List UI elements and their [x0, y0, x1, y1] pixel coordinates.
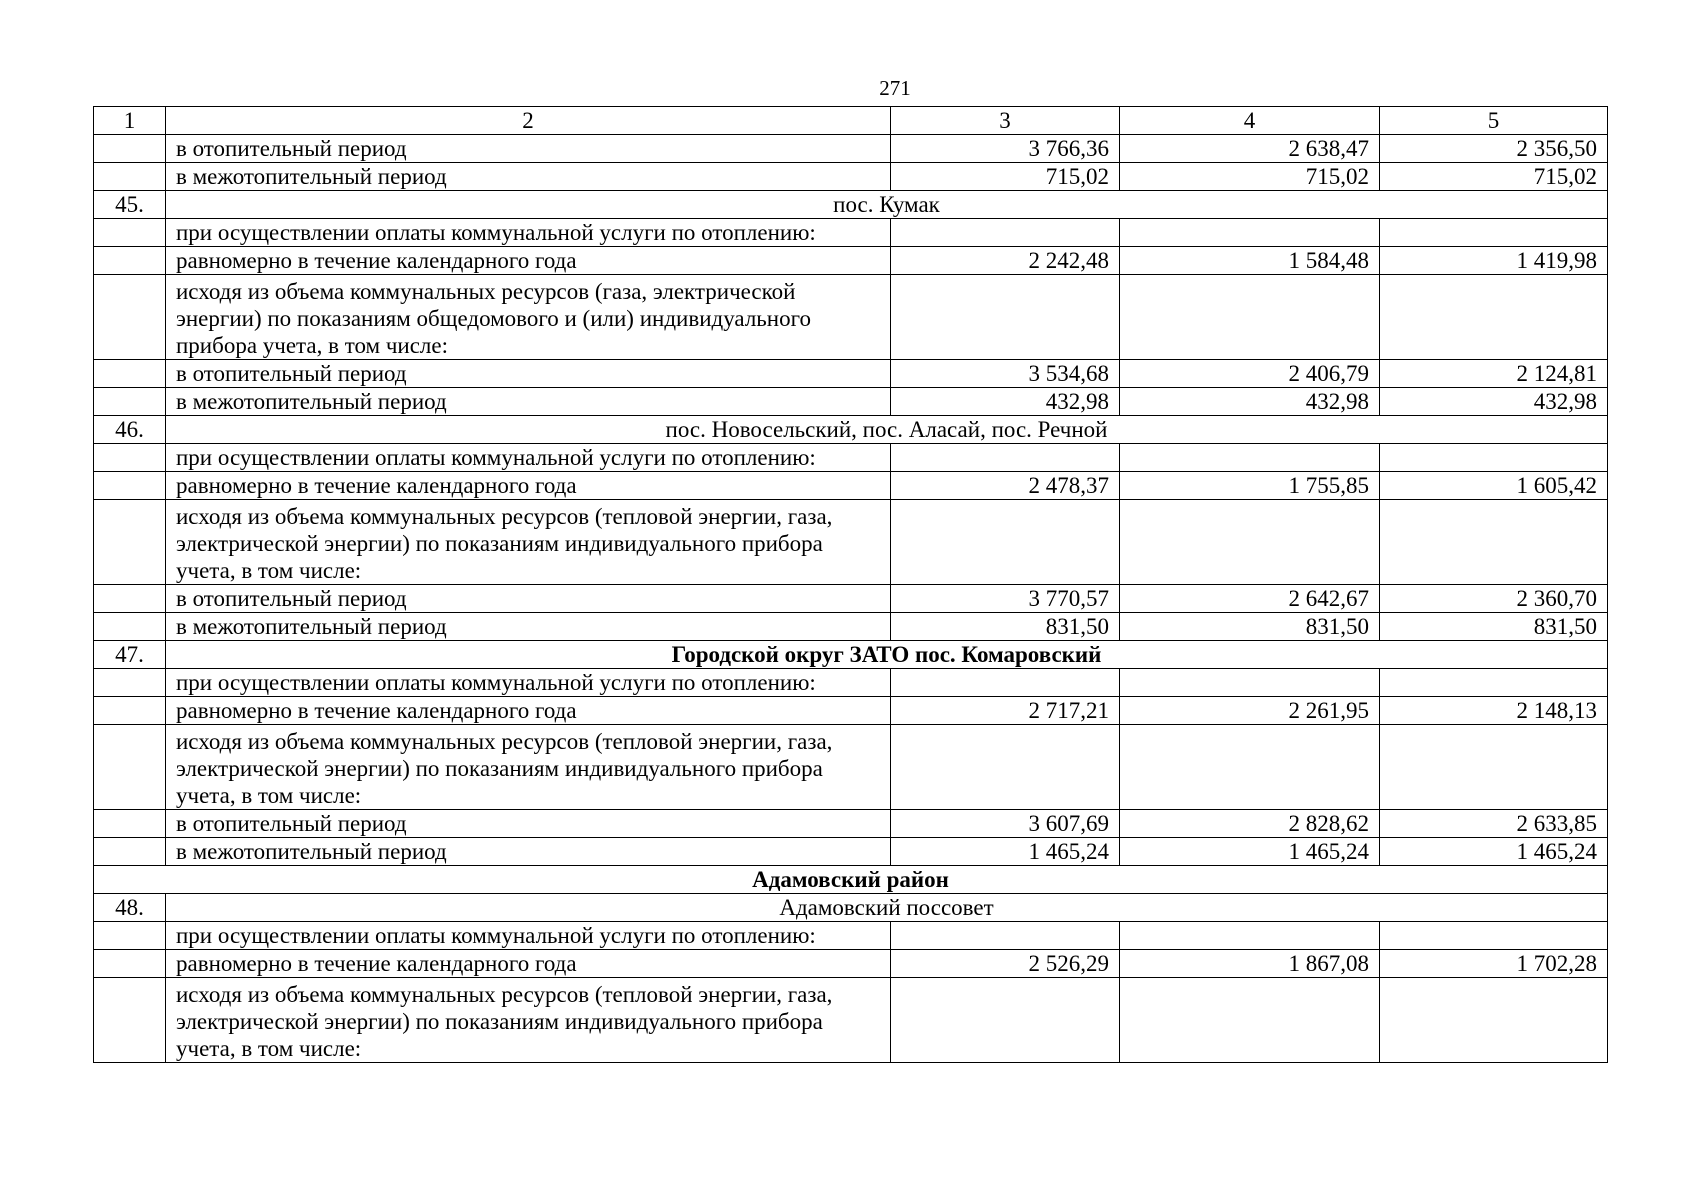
table-row: [94, 247, 1608, 275]
value-col-4: [1120, 725, 1380, 810]
value-col-3: [891, 669, 1120, 697]
value-col-3: [891, 444, 1120, 472]
value-col-3: 2 717,21: [891, 697, 1120, 725]
value-col-3: [891, 725, 1120, 810]
section-title: Адамовский поссовет: [166, 894, 1608, 922]
value-col-4: [1120, 219, 1380, 247]
description-line: электрической энергии) по показаниям индивидуального прибора: [176, 756, 823, 781]
row-number: [94, 219, 166, 247]
table-row: [94, 388, 1608, 416]
row-number: [94, 725, 166, 810]
value-col-3: 3 607,69: [891, 810, 1120, 838]
row-number: [94, 388, 166, 416]
value-col-5: 2 360,70: [1380, 585, 1608, 613]
value-col-3: [891, 922, 1120, 950]
value-col-5: [1380, 219, 1608, 247]
description-line: исходя из объема коммунальных ресурсов (газа, электрической: [176, 279, 796, 304]
row-description: при осуществлении оплаты коммунальной услуги по отоплению:: [166, 444, 891, 472]
description-line: исходя из объема коммунальных ресурсов (тепловой энергии, газа,: [176, 729, 833, 754]
row-description: в межотопительный период: [166, 838, 891, 866]
description-line: исходя из объема коммунальных ресурсов (тепловой энергии, газа,: [176, 982, 833, 1007]
row-number: [94, 135, 166, 163]
table-row: [94, 472, 1608, 500]
section-title: пос. Новосельский, пос. Аласай, пос. Речной: [166, 416, 1608, 444]
row-description: [166, 978, 891, 1063]
value-col-4: 432,98: [1120, 388, 1380, 416]
row-description: равномерно в течение календарного года: [166, 950, 891, 978]
value-col-4: 2 261,95: [1120, 697, 1380, 725]
section-number: 45.: [94, 191, 166, 219]
description-line: учета, в том числе:: [176, 1036, 362, 1061]
row-number: [94, 247, 166, 275]
table-row: [94, 978, 1608, 1063]
value-col-4: 1 465,24: [1120, 838, 1380, 866]
row-description: в отопительный период: [166, 360, 891, 388]
value-col-4: [1120, 275, 1380, 360]
table-row: [94, 219, 1608, 247]
row-number: [94, 922, 166, 950]
table-body: [94, 135, 1608, 1063]
value-col-3: 2 478,37: [891, 472, 1120, 500]
section-number: 46.: [94, 416, 166, 444]
value-col-4: 1 867,08: [1120, 950, 1380, 978]
row-number: [94, 669, 166, 697]
section-row: [94, 191, 1608, 219]
value-col-3: 3 534,68: [891, 360, 1120, 388]
section-row: [94, 894, 1608, 922]
value-col-3: [891, 219, 1120, 247]
value-col-3: 432,98: [891, 388, 1120, 416]
value-col-4: 715,02: [1120, 163, 1380, 191]
description-line: учета, в том числе:: [176, 558, 362, 583]
section-number: 47.: [94, 641, 166, 669]
value-col-5: [1380, 500, 1608, 585]
table-row: [94, 725, 1608, 810]
row-description: в межотопительный период: [166, 388, 891, 416]
value-col-5: 1 605,42: [1380, 472, 1608, 500]
value-col-3: 2 526,29: [891, 950, 1120, 978]
row-number: [94, 838, 166, 866]
value-col-5: 1 419,98: [1380, 247, 1608, 275]
value-col-4: 831,50: [1120, 613, 1380, 641]
description-line: учета, в том числе:: [176, 783, 362, 808]
table-row: [94, 360, 1608, 388]
row-number: [94, 472, 166, 500]
description-line: электрической энергии) по показаниям индивидуального прибора: [176, 531, 823, 556]
value-col-5: [1380, 444, 1608, 472]
section-title: Городской округ ЗАТО пос. Комаровский: [166, 641, 1608, 669]
row-description: равномерно в течение календарного года: [166, 247, 891, 275]
row-description: в межотопительный период: [166, 613, 891, 641]
row-description: [166, 725, 891, 810]
row-description: при осуществлении оплаты коммунальной услуги по отоплению:: [166, 669, 891, 697]
row-number: [94, 163, 166, 191]
column-header-3: 3: [891, 107, 1120, 135]
section-row: [94, 641, 1608, 669]
page-number: 271: [879, 76, 911, 100]
description-line: исходя из объема коммунальных ресурсов (тепловой энергии, газа,: [176, 504, 833, 529]
row-description: в отопительный период: [166, 585, 891, 613]
value-col-5: [1380, 669, 1608, 697]
row-number: [94, 810, 166, 838]
value-col-3: [891, 275, 1120, 360]
section-row: [94, 416, 1608, 444]
table-row: [94, 613, 1608, 641]
column-header-2: 2: [166, 107, 891, 135]
value-col-5: [1380, 978, 1608, 1063]
value-col-5: 2 124,81: [1380, 360, 1608, 388]
value-col-3: 3 770,57: [891, 585, 1120, 613]
value-col-3: 831,50: [891, 613, 1120, 641]
value-col-3: [891, 500, 1120, 585]
description-line: энергии) по показаниям общедомового и (или) индивидуального: [176, 306, 811, 331]
row-description: при осуществлении оплаты коммунальной услуги по отоплению:: [166, 219, 891, 247]
region-row: [94, 866, 1608, 894]
value-col-4: 1 755,85: [1120, 472, 1380, 500]
value-col-5: [1380, 725, 1608, 810]
value-col-5: 1 465,24: [1380, 838, 1608, 866]
row-number: [94, 275, 166, 360]
table-row: [94, 922, 1608, 950]
value-col-5: 2 633,85: [1380, 810, 1608, 838]
table-row: [94, 838, 1608, 866]
column-number-row: [94, 107, 1608, 135]
tariff-table: [93, 106, 1608, 1063]
row-number: [94, 500, 166, 585]
value-col-3: 3 766,36: [891, 135, 1120, 163]
description-line: прибора учета, в том числе:: [176, 333, 448, 358]
table-row: [94, 585, 1608, 613]
row-number: [94, 585, 166, 613]
value-col-5: 1 702,28: [1380, 950, 1608, 978]
value-col-5: 2 356,50: [1380, 135, 1608, 163]
value-col-4: 2 638,47: [1120, 135, 1380, 163]
row-number: [94, 697, 166, 725]
value-col-4: [1120, 978, 1380, 1063]
table-row: [94, 275, 1608, 360]
row-description: в отопительный период: [166, 810, 891, 838]
region-title: Адамовский район: [94, 866, 1608, 894]
table-row: [94, 500, 1608, 585]
description-line: электрической энергии) по показаниям индивидуального прибора: [176, 1009, 823, 1034]
row-description: равномерно в течение календарного года: [166, 472, 891, 500]
table-row: [94, 697, 1608, 725]
value-col-3: [891, 978, 1120, 1063]
table-row: [94, 950, 1608, 978]
value-col-5: [1380, 275, 1608, 360]
value-col-4: 2 828,62: [1120, 810, 1380, 838]
table-row: [94, 163, 1608, 191]
table-row: [94, 810, 1608, 838]
row-description: [166, 500, 891, 585]
column-header-1: 1: [94, 107, 166, 135]
value-col-4: 2 642,67: [1120, 585, 1380, 613]
row-number: [94, 360, 166, 388]
row-number: [94, 950, 166, 978]
section-title: пос. Кумак: [166, 191, 1608, 219]
value-col-4: [1120, 444, 1380, 472]
value-col-3: 1 465,24: [891, 838, 1120, 866]
table-row: [94, 135, 1608, 163]
row-number: [94, 978, 166, 1063]
value-col-5: 432,98: [1380, 388, 1608, 416]
row-description: при осуществлении оплаты коммунальной услуги по отоплению:: [166, 922, 891, 950]
table-row: [94, 669, 1608, 697]
value-col-4: 2 406,79: [1120, 360, 1380, 388]
table-row: [94, 444, 1608, 472]
column-header-4: 4: [1120, 107, 1380, 135]
value-col-5: 2 148,13: [1380, 697, 1608, 725]
value-col-5: 831,50: [1380, 613, 1608, 641]
value-col-4: [1120, 669, 1380, 697]
value-col-4: [1120, 922, 1380, 950]
row-description: равномерно в течение календарного года: [166, 697, 891, 725]
value-col-5: [1380, 922, 1608, 950]
row-description: в отопительный период: [166, 135, 891, 163]
column-header-5: 5: [1380, 107, 1608, 135]
value-col-5: 715,02: [1380, 163, 1608, 191]
section-number: 48.: [94, 894, 166, 922]
value-col-4: [1120, 500, 1380, 585]
row-number: [94, 613, 166, 641]
row-description: [166, 275, 891, 360]
value-col-3: 715,02: [891, 163, 1120, 191]
row-description: в межотопительный период: [166, 163, 891, 191]
value-col-4: 1 584,48: [1120, 247, 1380, 275]
row-number: [94, 444, 166, 472]
value-col-3: 2 242,48: [891, 247, 1120, 275]
